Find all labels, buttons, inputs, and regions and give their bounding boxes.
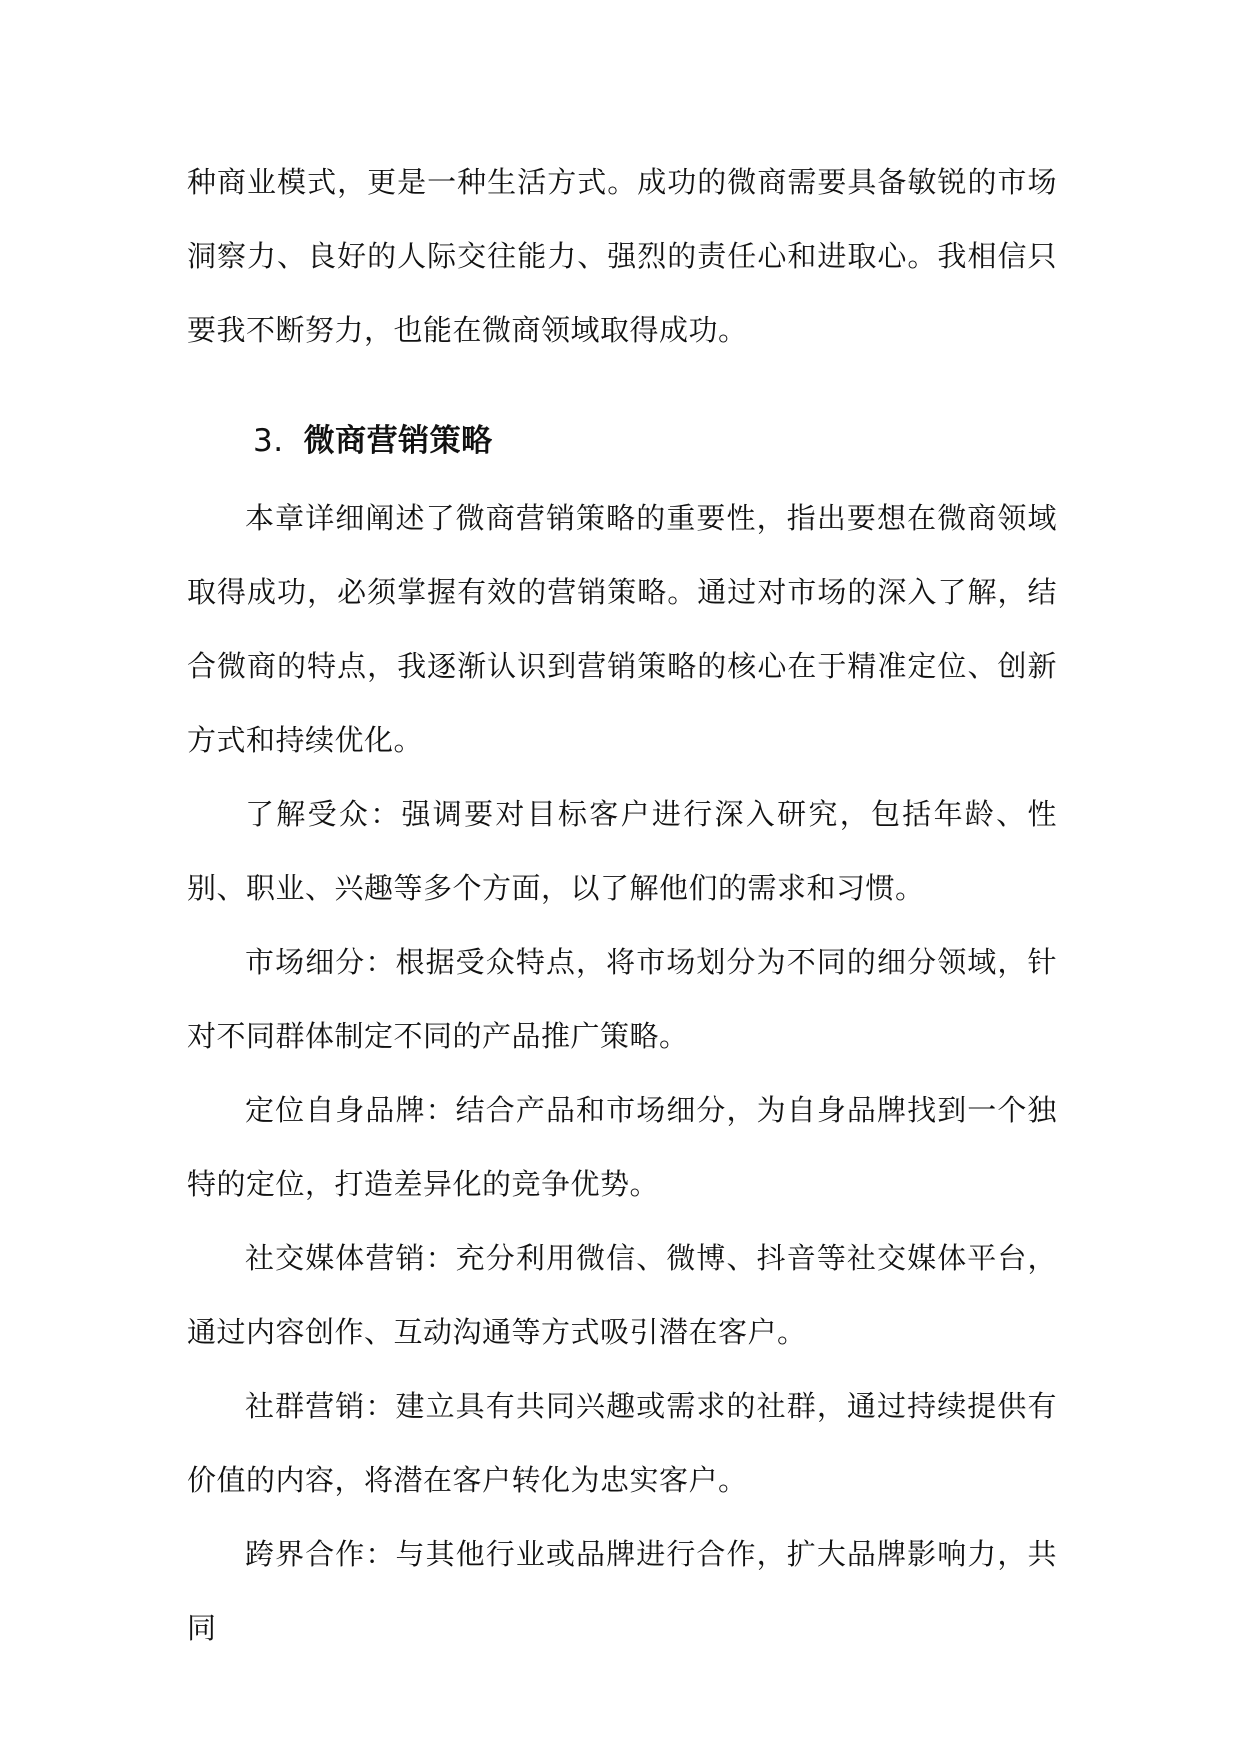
document-body	[187, 145, 1057, 1665]
section-number: 3.	[253, 423, 284, 459]
paragraph-continuation: 种商业模式，更是一种生活方式。成功的微商需要具备敏锐的市场洞察力、良好的人际交往能力、强烈的责任心和进取心。我相信只要我不断努力，也能在微商领域取得成功。	[187, 165, 1057, 347]
paragraph-brand-positioning: 定位自身品牌：结合产品和市场细分，为自身品牌找到一个独特的定位，打造差异化的竞争优势。	[187, 1093, 1057, 1201]
paragraph-crossover: 跨界合作：与其他行业或品牌进行合作，扩大品牌影响力，共同	[187, 1537, 1057, 1645]
section-heading	[187, 411, 1057, 471]
paragraph-community: 社群营销：建立具有共同兴趣或需求的社群，通过持续提供有价值的内容，将潜在客户转化为忠实客户。	[187, 1389, 1057, 1497]
paragraph-segmentation: 市场细分：根据受众特点，将市场划分为不同的细分领域，针对不同群体制定不同的产品推广策略。	[187, 945, 1057, 1053]
paragraph-social-media: 社交媒体营销：充分利用微信、微博、抖音等社交媒体平台，通过内容创作、互动沟通等方式吸引潜在客户。	[187, 1241, 1057, 1349]
section-title: 微商营销策略	[303, 423, 493, 459]
paragraph-intro: 本章详细阐述了微商营销策略的重要性，指出要想在微商领域取得成功，必须掌握有效的营销策略。通过对市场的深入了解，结合微商的特点，我逐渐认识到营销策略的核心在于精准定位、创新方式和持续优化。	[187, 501, 1057, 757]
paragraph-audience: 了解受众：强调要对目标客户进行深入研究，包括年龄、性别、职业、兴趣等多个方面，以了解他们的需求和习惯。	[187, 797, 1057, 905]
